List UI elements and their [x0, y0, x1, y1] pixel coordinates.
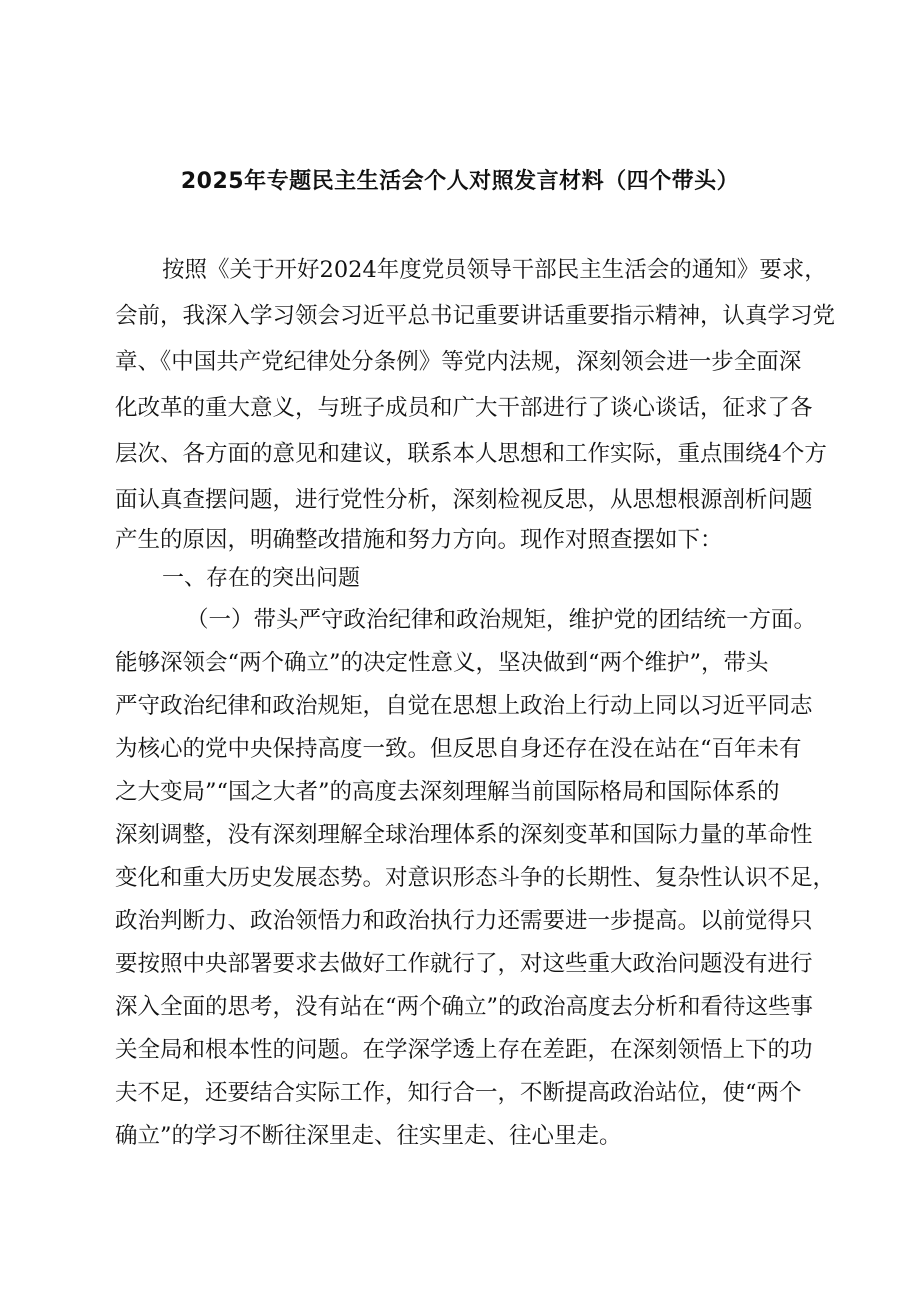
intro-line: 层次、各方面的意见和建议，联系本人思想和工作实际，重点围绕4个方 — [115, 441, 827, 467]
body-line: 要按照中央部署要求去做好工作就行了，对这些重大政治问题没有进行 — [115, 951, 813, 977]
body-line: 确立”的学习不断往深里走、往实里走、往心里走。 — [115, 1123, 622, 1149]
intro-line: 章、《中国共产党纪律处分条例》等党内法规，深刻领会进一步全面深 — [115, 349, 802, 375]
body-line: 关全局和根本性的问题。在学深学透上存在差距，在深刻领悟上下的功 — [115, 1037, 813, 1063]
body-line: 为核心的党中央保持高度一致。但反思自身还存在没在站在“百年未有 — [115, 736, 802, 762]
body-line: 深入全面的思考，没有站在“两个确立”的政治高度去分析和看待这些事 — [115, 994, 814, 1020]
body-line: 政治判断力、政治领悟力和政治执行力还需要进一步提高。以前觉得只 — [115, 908, 813, 934]
subsection-heading-line: （一）带头严守政治纪律和政治规矩，维护党的团结统一方面。 — [186, 607, 817, 633]
intro-line: 会前，我深入学习领会习近平总书记重要讲话重要指示精神，认真学习党 — [115, 303, 836, 329]
body-line: 变化和重大历史发展态势。对意识形态斗争的长期性、复杂性认识不足， — [115, 865, 836, 891]
intro-line: 产生的原因，明确整改措施和努力方向。现作对照查摆如下： — [115, 527, 723, 553]
intro-line: 化改革的重大意义，与班子成员和广大干部进行了谈心谈话，征求了各 — [115, 395, 813, 421]
section-heading: 一、存在的突出问题 — [162, 566, 361, 591]
body-line: 深刻调整，没有深刻理解全球治理体系的深刻变革和国际力量的革命性 — [115, 822, 813, 848]
body-line: 之大变局”“国之大者”的高度去深刻理解当前国际格局和国际体系的 — [115, 779, 780, 805]
intro-line: 按照《关于开好2024年度党员领导干部民主生活会的通知》要求， — [162, 257, 827, 283]
body-line: 能够深领会“两个确立”的决定性意义，坚决做到“两个维护”，带头 — [115, 650, 769, 676]
document-title: 2025年专题民主生活会个人对照发言材料（四个带头） — [180, 169, 740, 194]
body-line: 严守政治纪律和政治规矩，自觉在思想上政治上行动上同以习近平同志 — [115, 693, 813, 719]
intro-line: 面认真查摆问题，进行党性分析，深刻检视反思，从思想根源剖析问题 — [115, 487, 813, 513]
body-line: 夫不足，还要结合实际工作，知行合一，不断提高政治站位，使“两个 — [115, 1080, 802, 1106]
